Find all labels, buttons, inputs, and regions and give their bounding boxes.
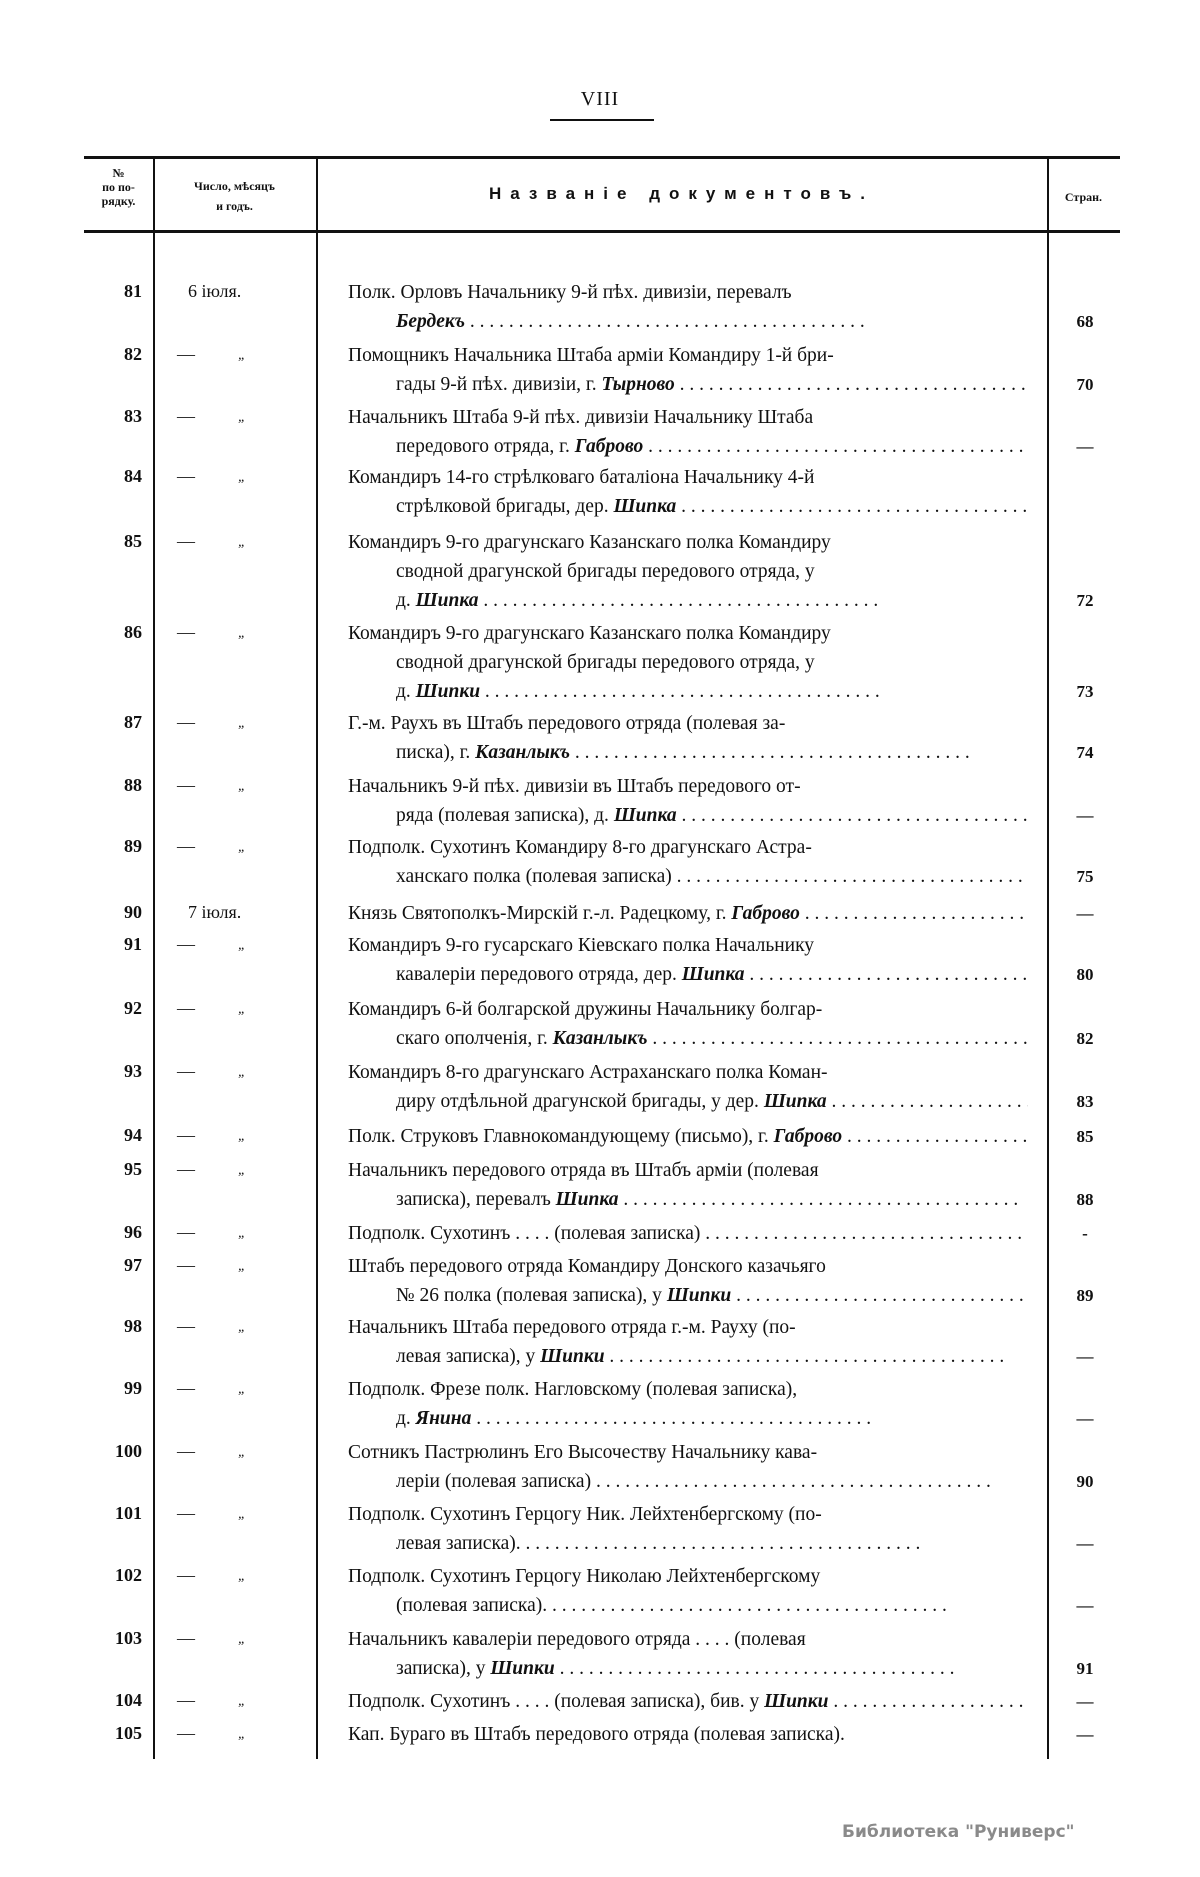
page-reference: — <box>1076 1409 1094 1428</box>
ditto-mark: „ <box>238 716 246 731</box>
header-date-line: Число, мѣсяцъ <box>194 179 275 193</box>
row-number: 94 <box>124 1125 142 1145</box>
ditto-dash: — <box>177 1125 195 1145</box>
title-text: писка), г. <box>396 742 476 763</box>
dot-leader <box>675 374 1028 395</box>
document-title-line <box>348 1591 1028 1620</box>
document-title <box>348 833 1028 891</box>
document-title <box>348 1122 1028 1151</box>
page-reference: — <box>1076 1596 1094 1615</box>
ditto-mark: „ <box>238 626 246 641</box>
document-title-line <box>348 1720 1028 1749</box>
dot-leader <box>647 1028 1028 1049</box>
title-text: Подполк. Фрезе полк. Нагловскому (полевая записка), <box>348 1379 798 1400</box>
ditto-dash: — <box>177 1690 195 1710</box>
header-number <box>84 166 153 208</box>
header-date-line: и годъ. <box>216 199 253 213</box>
title-text: Полк. Орловъ Начальнику 9-й пѣх. дивизіи, перевалъ <box>348 282 792 303</box>
dot-leader <box>672 866 1028 887</box>
ditto-mark: „ <box>238 1002 246 1017</box>
ditto-dash: — <box>177 1723 195 1743</box>
title-text: Князь Святополкъ-Мирскій г.-л. Радецкому, г. <box>348 903 732 924</box>
place-name: Шипки <box>415 681 481 702</box>
place-name: Шипки <box>540 1346 605 1367</box>
page-reference: — <box>1076 1692 1094 1711</box>
place-name: Янина <box>415 1408 472 1429</box>
dot-leader <box>471 1408 871 1429</box>
page-reference: 73 <box>1076 682 1094 701</box>
row-number: 101 <box>115 1503 142 1523</box>
ditto-dash: — <box>177 1503 195 1523</box>
document-title <box>348 1687 1028 1716</box>
document-title-line <box>348 1252 1028 1281</box>
document-title-line <box>348 619 1028 648</box>
document-title-line <box>348 586 1028 615</box>
ditto-dash: — <box>177 1316 195 1336</box>
ditto-dash: — <box>177 531 195 551</box>
document-title-line <box>348 1467 1028 1496</box>
place-name: Бердекъ <box>396 311 466 332</box>
ditto-dash: — <box>177 622 195 642</box>
page-reference: — <box>1076 1347 1094 1366</box>
ditto-mark: „ <box>238 1632 246 1647</box>
title-text: Подполк. Сухотинъ Командиру 8-го драгунскаго Астра- <box>348 837 812 858</box>
document-title-line <box>348 772 1028 801</box>
dot-leader <box>591 1471 991 1492</box>
row-number: 90 <box>124 902 142 922</box>
page-reference: 85 <box>1076 1127 1094 1146</box>
place-name: Шипка <box>613 805 677 826</box>
title-text: Начальникъ кавалеріи передового отряда . . . . (полевая <box>348 1629 806 1650</box>
dot-leader <box>521 1533 921 1554</box>
row-number: 103 <box>115 1628 142 1648</box>
title-text: Подполк. Сухотинъ . . . . (полевая записка) <box>348 1223 701 1244</box>
dot-leader <box>555 1658 955 1679</box>
title-text: Подполк. Сухотинъ . . . . (полевая записка), бив. у <box>348 1691 765 1712</box>
dot-leader <box>480 681 880 702</box>
header-page: Стран. <box>1064 190 1103 204</box>
page-reference: — <box>1076 806 1094 825</box>
document-title-line <box>348 1219 1028 1248</box>
ditto-mark: „ <box>238 1259 246 1274</box>
document-title-line <box>348 1281 1028 1310</box>
document-title-line <box>348 1024 1028 1053</box>
page-reference: — <box>1076 904 1094 923</box>
row-number: 85 <box>124 531 142 551</box>
title-text: сводной драгунской бригады передового отряда, у <box>396 652 815 673</box>
document-title-line <box>348 801 1028 830</box>
ditto-mark: „ <box>238 348 246 363</box>
ditto-dash: — <box>177 1159 195 1179</box>
place-name: Шипка <box>763 1091 827 1112</box>
row-number: 86 <box>124 622 142 642</box>
title-text: леріи (полевая записка) <box>396 1471 592 1492</box>
row-number: 92 <box>124 998 142 1018</box>
page-reference: 83 <box>1076 1092 1094 1111</box>
ditto-dash: — <box>177 1441 195 1461</box>
title-text: Подполк. Сухотинъ Герцогу Николаю Лейхтенбергскому <box>348 1566 821 1587</box>
document-title-line <box>348 648 1028 677</box>
title-text: Начальникъ передового отряда въ Штабъ арміи (полевая <box>348 1160 819 1181</box>
document-title <box>348 619 1028 706</box>
document-title <box>348 899 1028 928</box>
place-name: Казанлыкъ <box>475 742 571 763</box>
ditto-mark: „ <box>238 938 246 953</box>
page-reference: — <box>1076 1725 1094 1744</box>
document-title-line <box>348 370 1028 399</box>
document-title-line <box>348 1122 1028 1151</box>
dot-leader <box>618 1189 1018 1210</box>
document-title-line <box>348 1313 1028 1342</box>
document-title-line <box>348 492 1028 521</box>
document-title-line <box>348 1185 1028 1214</box>
document-title-line <box>348 1529 1028 1558</box>
document-title-line <box>348 1654 1028 1683</box>
title-text: гады 9-й пѣх. дивизіи, г. <box>396 374 602 395</box>
page-reference: 80 <box>1076 965 1094 984</box>
date-text: 7 іюля. <box>188 902 242 922</box>
title-text: Командиръ 6-й болгарской дружины Начальнику болгар- <box>348 999 823 1020</box>
dot-leader <box>842 1126 1028 1147</box>
ditto-dash: — <box>177 344 195 364</box>
document-title <box>348 1625 1028 1683</box>
document-title <box>348 995 1028 1053</box>
ditto-mark: „ <box>238 410 246 425</box>
row-number: 83 <box>124 406 142 426</box>
page-number: VIII <box>580 88 620 110</box>
ditto-dash: — <box>177 836 195 856</box>
place-name: Шипка <box>555 1189 619 1210</box>
column-divider-title-body <box>316 233 318 1759</box>
row-number: 87 <box>124 712 142 732</box>
page-reference: 88 <box>1076 1190 1094 1209</box>
document-title-line <box>348 528 1028 557</box>
page-reference: 74 <box>1076 743 1094 762</box>
page-reference: 82 <box>1076 1029 1094 1048</box>
document-title <box>348 1219 1028 1248</box>
dot-leader <box>800 903 1028 924</box>
document-title-line <box>348 432 1028 461</box>
document-title-line <box>348 931 1028 960</box>
document-title-line <box>348 995 1028 1024</box>
title-text: Начальникъ Штаба 9-й пѣх. дивизіи Начальнику Штаба <box>348 407 814 428</box>
place-name: Габрово <box>773 1126 843 1147</box>
header-date <box>153 176 316 216</box>
document-title <box>348 1562 1028 1620</box>
document-title <box>348 1375 1028 1433</box>
title-text: Командиръ 14-го стрѣлковаго баталіона Начальнику 4-й <box>348 467 815 488</box>
row-number: 99 <box>124 1378 142 1398</box>
ditto-dash: — <box>177 775 195 795</box>
title-text: скаго ополченія, г. <box>396 1028 553 1049</box>
title-text: кавалеріи передового отряда, дер. <box>396 964 682 985</box>
place-name: Габрово <box>731 903 800 924</box>
row-number: 93 <box>124 1061 142 1081</box>
table-top-rule <box>84 156 1120 159</box>
document-title-line <box>348 1156 1028 1185</box>
document-title <box>348 1313 1028 1371</box>
ditto-mark: „ <box>238 840 246 855</box>
document-title <box>348 1438 1028 1496</box>
place-name: Шипки <box>666 1285 732 1306</box>
document-title-line <box>348 1500 1028 1529</box>
document-title-line <box>348 403 1028 432</box>
place-name: Тырново <box>601 374 675 395</box>
page-reference: 68 <box>1076 312 1094 331</box>
document-title <box>348 463 1028 521</box>
header-number-line: по по- <box>102 180 135 194</box>
document-title <box>348 403 1028 461</box>
document-title <box>348 1720 1028 1749</box>
title-text: д. <box>396 1408 416 1429</box>
title-text: стрѣлковой бригады, дер. <box>396 496 614 517</box>
page-reference: — <box>1076 1534 1094 1553</box>
document-title-line <box>348 862 1028 891</box>
dot-leader <box>570 742 970 763</box>
row-number: 98 <box>124 1316 142 1336</box>
header-number-line: рядку. <box>101 194 136 208</box>
document-title <box>348 1058 1028 1116</box>
dot-leader <box>827 1091 1028 1112</box>
title-text: левая записка). <box>396 1533 521 1554</box>
dot-leader <box>700 1223 1028 1244</box>
place-name: Шипка <box>681 964 745 985</box>
place-name: Шипки <box>764 1691 829 1712</box>
title-text: д. <box>396 681 416 702</box>
document-title-line <box>348 899 1028 928</box>
title-text: № 26 полка (полевая записка), у <box>396 1285 667 1306</box>
title-text: передового отряда, г. <box>396 436 575 457</box>
document-title-line <box>348 557 1028 586</box>
ditto-mark: „ <box>238 1727 246 1742</box>
document-title-line <box>348 833 1028 862</box>
ditto-mark: „ <box>238 1507 246 1522</box>
row-number: 96 <box>124 1222 142 1242</box>
document-title-line <box>348 709 1028 738</box>
ditto-mark: „ <box>238 1320 246 1335</box>
document-title-line <box>348 341 1028 370</box>
title-text: Сотникъ Пастрюлинъ Его Высочеству Начальнику кава- <box>348 1442 818 1463</box>
title-text: д. <box>396 590 416 611</box>
row-number: 100 <box>115 1441 142 1461</box>
row-number: 82 <box>124 344 142 364</box>
ditto-mark: „ <box>238 1065 246 1080</box>
page-reference: 91 <box>1076 1659 1094 1678</box>
dot-leader <box>677 805 1028 826</box>
watermark: Библиотека "Руниверс" <box>842 1822 1075 1842</box>
title-text: Командиръ 9-го гусарскаго Кіевскаго полка Начальнику <box>348 935 815 956</box>
ditto-mark: „ <box>238 535 246 550</box>
document-title-line <box>348 1087 1028 1116</box>
title-text: Кап. Бураго въ Штабъ передового отряда (полевая записка). <box>348 1724 845 1745</box>
document-title-line <box>348 1625 1028 1654</box>
place-name: Шипка <box>613 496 677 517</box>
ditto-dash: — <box>177 712 195 732</box>
place-name: Габрово <box>574 436 644 457</box>
title-text: Начальникъ Штаба передового отряда г.-м. Рауху (по- <box>348 1317 796 1338</box>
row-number: 88 <box>124 775 142 795</box>
document-title <box>348 528 1028 615</box>
ditto-dash: — <box>177 1222 195 1242</box>
title-text: Командиръ 9-го драгунскаго Казанскаго полка Командиру <box>348 623 831 644</box>
title-text: Штабъ передового отряда Командиру Донского казачьяго <box>348 1256 826 1277</box>
header-number-line: № <box>112 166 125 180</box>
ditto-dash: — <box>177 998 195 1018</box>
page-number-rule <box>550 119 654 121</box>
title-text: Г.-м. Раухъ въ Штабъ передового отряда (полевая за- <box>348 713 786 734</box>
title-text: Подполк. Сухотинъ Герцогу Ник. Лейхтенбергскому (по- <box>348 1504 822 1525</box>
title-text: сводной драгунской бригады передового отряда, у <box>396 561 815 582</box>
title-text: Полк. Струковъ Главнокомандующему (письмо), г. <box>348 1126 774 1147</box>
row-number: 91 <box>124 934 142 954</box>
place-name: Шипка <box>415 590 479 611</box>
ditto-mark: „ <box>238 1226 246 1241</box>
title-text: ханскаго полка (полевая записка) <box>396 866 672 887</box>
row-number: 104 <box>115 1690 142 1710</box>
row-number: 105 <box>115 1723 142 1743</box>
place-name: Казанлыкъ <box>552 1028 648 1049</box>
page-reference: - <box>1082 1224 1088 1243</box>
document-title-line <box>348 307 1028 336</box>
ditto-dash: — <box>177 1628 195 1648</box>
ditto-mark: „ <box>238 1382 246 1397</box>
dot-leader <box>731 1285 1028 1306</box>
document-title-line <box>348 1342 1028 1371</box>
ditto-dash: — <box>177 1565 195 1585</box>
title-text: Помощникъ Начальника Штаба арміи Командиру 1-й бри- <box>348 345 834 366</box>
dot-leader <box>643 436 1028 457</box>
row-number: 102 <box>115 1565 142 1585</box>
ditto-dash: — <box>177 934 195 954</box>
title-text: ряда (полевая записка), д. <box>396 805 614 826</box>
document-title-line <box>348 960 1028 989</box>
title-text: Начальникъ 9-й пѣх. дивизіи въ Штабъ передового от- <box>348 776 801 797</box>
ditto-mark: „ <box>238 1445 246 1460</box>
page-reference: 89 <box>1076 1286 1094 1305</box>
row-number: 97 <box>124 1255 142 1275</box>
ditto-mark: „ <box>238 1569 246 1584</box>
dot-leader <box>745 964 1028 985</box>
row-number: 84 <box>124 466 142 486</box>
document-title <box>348 772 1028 830</box>
column-divider-date <box>153 159 155 1759</box>
ditto-dash: — <box>177 466 195 486</box>
header-title: Названіе документовъ. <box>488 184 875 203</box>
document-title-line <box>348 738 1028 767</box>
ditto-dash: — <box>177 1378 195 1398</box>
document-title-line <box>348 463 1028 492</box>
ditto-dash: — <box>177 406 195 426</box>
page-reference: — <box>1076 437 1094 456</box>
dot-leader <box>547 1595 947 1616</box>
document-title-line <box>348 278 1028 307</box>
title-text: Командиръ 9-го драгунскаго Казанскаго полка Командиру <box>348 532 831 553</box>
ditto-mark: „ <box>238 1163 246 1178</box>
row-number: 81 <box>124 281 142 301</box>
document-title-line <box>348 1375 1028 1404</box>
document-title <box>348 709 1028 767</box>
document-title-line <box>348 1562 1028 1591</box>
dot-leader <box>676 496 1028 517</box>
date-text: 6 іюля. <box>188 281 242 301</box>
row-number: 95 <box>124 1159 142 1179</box>
title-text: диру отдѣльной драгунской бригады, у дер. <box>396 1091 764 1112</box>
document-title <box>348 1252 1028 1310</box>
title-text: Командиръ 8-го драгунскаго Астраханскаго полка Коман- <box>348 1062 828 1083</box>
ditto-dash: — <box>177 1061 195 1081</box>
document-title <box>348 1500 1028 1558</box>
dot-leader <box>465 311 865 332</box>
title-text: левая записка), у <box>396 1346 541 1367</box>
document-title-line <box>348 1687 1028 1716</box>
place-name: Шипки <box>490 1658 555 1679</box>
title-text: (полевая записка). <box>396 1595 548 1616</box>
document-title <box>348 1156 1028 1214</box>
document-title <box>348 931 1028 989</box>
dot-leader <box>605 1346 1005 1367</box>
document-title-line <box>348 1438 1028 1467</box>
ditto-mark: „ <box>238 470 246 485</box>
document-title <box>348 341 1028 399</box>
page-reference: 90 <box>1076 1472 1094 1491</box>
ditto-mark: „ <box>238 1129 246 1144</box>
table-header-bottom-rule <box>84 230 1120 233</box>
page-reference: 70 <box>1076 375 1094 394</box>
ditto-mark: „ <box>238 1694 246 1709</box>
document-title-line <box>348 1404 1028 1433</box>
document-title-line <box>348 677 1028 706</box>
page-reference: 72 <box>1076 591 1094 610</box>
document-title-line <box>348 1058 1028 1087</box>
ditto-mark: „ <box>238 779 246 794</box>
title-text: записка), у <box>396 1658 491 1679</box>
page-reference: 75 <box>1076 867 1094 886</box>
column-divider-page <box>1047 159 1049 1759</box>
document-title <box>348 278 1028 336</box>
row-number: 89 <box>124 836 142 856</box>
ditto-dash: — <box>177 1255 195 1275</box>
dot-leader <box>828 1691 1028 1712</box>
title-text: записка), перевалъ <box>396 1189 556 1210</box>
dot-leader <box>478 590 878 611</box>
